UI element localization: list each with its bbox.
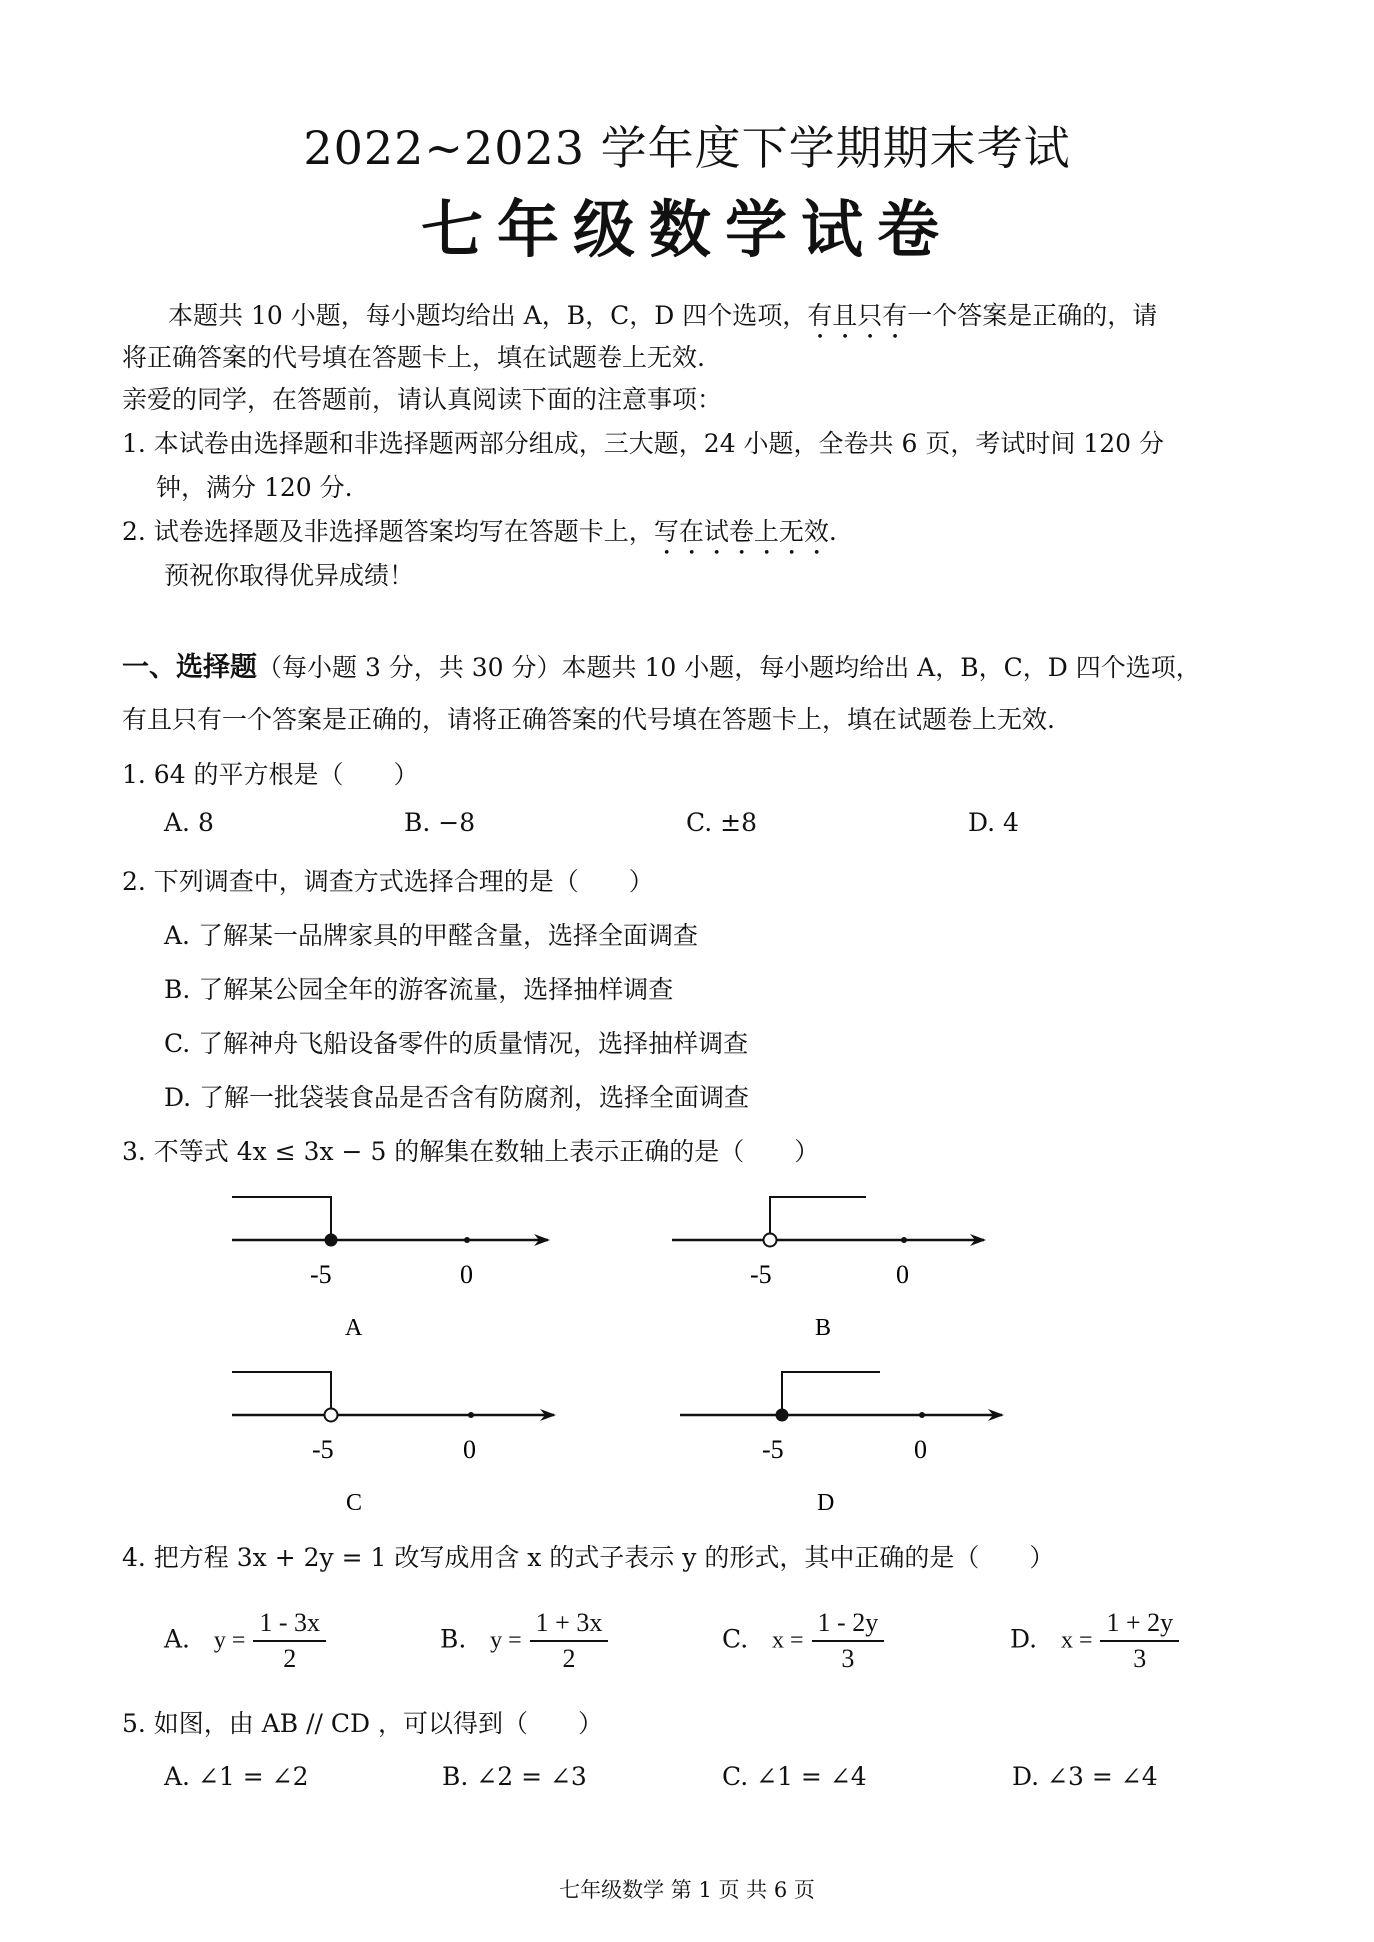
question-5-option-c: C. ∠1 = ∠4 <box>722 1762 867 1791</box>
question-4-option-c: C. x = $\frac{1 - 2y}{3}$ <box>722 1606 884 1676</box>
question-5-option-b: B. ∠2 = ∠3 <box>442 1762 587 1791</box>
figure-label-a: A <box>345 1315 363 1341</box>
tick-label: 0 <box>896 1260 909 1289</box>
tick-label: -5 <box>762 1435 784 1464</box>
solid-point <box>776 1409 789 1422</box>
question-4-option-a: A. y = $\frac{1 - 3x}{2}$ <box>164 1606 326 1676</box>
figure-label-c: C <box>346 1490 363 1516</box>
section-heading: 一、选择题（每小题 3 分，共 30 分）本题共 10 小题，每小题均给出 A，B，C，D 四个选项， <box>122 652 1201 683</box>
number-line-a <box>232 1197 548 1341</box>
tick-label: 0 <box>463 1435 476 1464</box>
note-1-line-2: 钟，满分 120 分. <box>156 473 353 502</box>
solid-point <box>325 1234 338 1247</box>
question-4-stem: 4. 把方程 3x + 2y = 1 改写成用含 x 的式子表示 y 的形式，其中正确的是（ ） <box>122 1543 1055 1572</box>
intro-line-1: 本题共 10 小题，每小题均给出 A，B，C，D 四个选项，有且只有一个答案是正确的，请 <box>168 301 1158 330</box>
question-4-option-d: D. x = $\frac{1 + 2y}{3}$ <box>1010 1606 1179 1676</box>
number-line-b <box>672 1197 984 1341</box>
question-1-option-b: B. −8 <box>404 808 476 837</box>
greeting: 亲爱的同学，在答题前，请认真阅读下面的注意事项： <box>122 385 723 414</box>
exam-title: 2022~2023 学年度下学期期末考试 <box>303 121 1071 175</box>
wish-text: 预祝你取得优异成绩！ <box>164 561 415 590</box>
number-line-figures <box>0 1180 1374 1520</box>
hollow-point <box>325 1409 338 1422</box>
tick-label: 0 <box>460 1260 473 1289</box>
question-1-option-d: D. 4 <box>968 808 1019 837</box>
number-line-d <box>680 1372 1002 1516</box>
figure-label-b: B <box>815 1315 832 1341</box>
question-1-option-c: C. ±8 <box>686 808 757 837</box>
question-5-option-a: A. ∠1 = ∠2 <box>164 1762 309 1791</box>
question-2-option-c: C. 了解神舟飞船设备零件的质量情况，选择抽样调查 <box>164 1029 749 1058</box>
question-2-option-a: A. 了解某一品牌家具的甲醛含量，选择全面调查 <box>164 921 698 950</box>
question-1-option-a: A. 8 <box>164 808 214 837</box>
question-2-option-d: D. 了解一批袋装食品是否含有防腐剂，选择全面调查 <box>164 1083 750 1112</box>
intro-line-2: 将正确答案的代号填在答题卡上，填在试题卷上无效. <box>122 343 705 372</box>
note-2: 2. 试卷选择题及非选择题答案均写在答题卡上，写在试卷上无效. <box>122 517 837 546</box>
question-1-stem: 1. 64 的平方根是（ ） <box>122 760 419 789</box>
question-3-stem: 3. 不等式 4x ≤ 3x − 5 的解集在数轴上表示正确的是（ ） <box>122 1137 820 1166</box>
tick-label: -5 <box>312 1435 334 1464</box>
section-description: 有且只有一个答案是正确的，请将正确答案的代号填在答题卡上，填在试题卷上无效. <box>122 705 1055 734</box>
number-line-c <box>232 1372 554 1516</box>
note-1-line-1: 1. 本试卷由选择题和非选择题两部分组成，三大题，24 小题，全卷共 6 页，考试时间 120 分 <box>122 429 1164 458</box>
question-4-option-b: B. y = $\frac{1 + 3x}{2}$ <box>440 1606 608 1676</box>
tick-label: -5 <box>750 1260 772 1289</box>
question-5-stem: 5. 如图，由 AB // CD ，可以得到（ ） <box>122 1709 604 1738</box>
hollow-point <box>764 1234 777 1247</box>
page-footer: 七年级数学 第 1 页 共 6 页 <box>559 1878 815 1902</box>
question-2-stem: 2. 下列调查中，调查方式选择合理的是（ ） <box>122 867 654 896</box>
exam-subtitle: 七年级数学试卷 <box>420 193 953 266</box>
question-5-option-d: D. ∠3 = ∠4 <box>1012 1762 1158 1791</box>
question-2-option-b: B. 了解某公园全年的游客流量，选择抽样调查 <box>164 975 674 1004</box>
tick-label: 0 <box>914 1435 927 1464</box>
figure-label-d: D <box>817 1490 835 1516</box>
tick-label: -5 <box>310 1260 332 1289</box>
